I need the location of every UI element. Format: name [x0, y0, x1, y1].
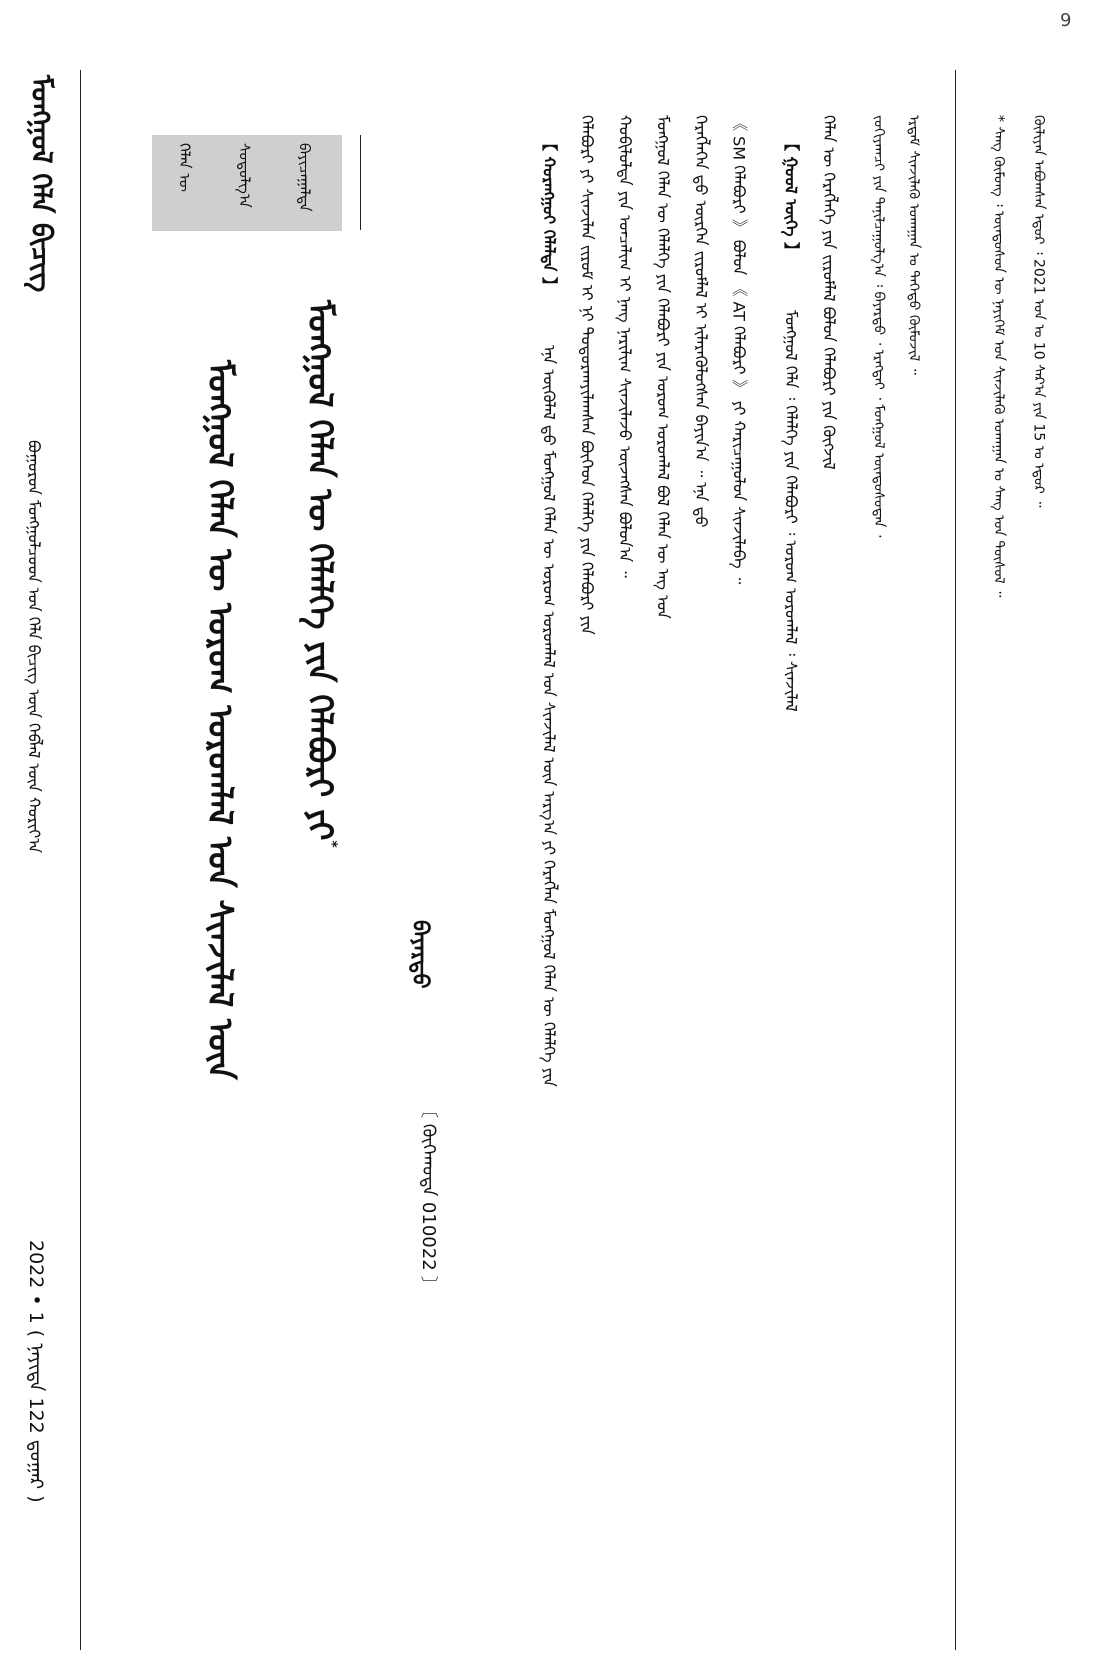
footnote-author-note: ᠵᠣᠬᠢᠶᠠᠭᠴᠢ ᠶᠢᠨ ᠲᠠᠨᠢᠯᠴᠠᠭᠤᠯᠭ᠎ᠠ ᠄ ᠪᠠᠶᠠᠷᠲᠤ ᠂ ᠡᠷᠡᠭᠲᠡᠢ ᠂ ᠮᠣᠩᠭᠣᠯ ᠦᠨᠳᠦᠰᠦᠲᠡᠨ ᠂ — [870, 115, 887, 538]
section-box-line-2: ᠰᠤᠳᠤᠯᠭ᠎ᠠ — [235, 143, 254, 208]
abstract-line: ᠮᠣᠩᠭᠣᠯ ᠬᠡᠯᠡᠨ ᠦ ᠬᠡᠯᠡᠯᠬᠡ ᠶᠢᠨ ᠬᠡᠯᠡᠪᠦᠷᠢ ᠶᠢᠨ ᠤᠷᠤᠭ ᠤᠷᠤᠭᠯᠠᠯ ᠪᠣᠯ ᠬᠡᠯᠡᠨ ᠦ ᠡᠩ ᠤᠨ — [653, 115, 673, 619]
section-box — [152, 135, 342, 231]
article-title-line-2 — [300, 300, 339, 848]
footnote-fund: * ᠰᠠᠩ ᠬᠥᠮᠥᠩ ᠄ ᠦᠨᠳᠦᠰᠦᠨ ᠦ ᠨᠡᠶᠢᠭᠡᠮ ᠤᠨ ᠰᠢᠨᠵᠢᠯᠡᠬᠦ ᠤᠬᠠᠭᠠᠨ ᠤ ᠰᠠᠩ ᠤᠨ ᠲᠥᠰᠥᠯ ᠃ — [990, 115, 1007, 598]
journal-name: ᠮᠣᠩᠭᠣᠯ ᠬᠡᠯᠡ ᠪᠢᠴᠢᠭ — [24, 75, 58, 293]
abstract-line: ᠬᠡᠷᠡᠭᠯᠡᠭᠡᠨ ᠳ᠋ᠦ ᠥᠷᠬᠡᠨ ᠵᠢᠷᠤᠮᠯᠠᠯ ᠢ ᠢᠯᠡᠷᠡᠭᠦᠯᠦᠭᠰᠡᠨ ᠪᠠᠶᠢᠨ᠎ᠠ ᠃ ᠡᠨᠡ ᠳ᠋ᠦ — [691, 115, 711, 528]
journal-institute: ᠪᠣᠭᠣᠷᠤᠨ ᠮᠣᠩᠭᠣᠯᠴᠤᠳ ᠤᠨ ᠬᠡᠯᠡ ᠪᠢᠴᠢᠭ ᠦᠨ ᠬᠡᠪᠯᠡᠯ ᠦᠨ ᠬᠣᠷᠢᠶ᠎ᠠ — [24, 440, 44, 854]
article-title-line-2-text: ᠮᠣᠩᠭᠣᠯ ᠬᠡᠯᠡᠨ ᠦ ᠬᠡᠯᠡᠯᠬᠡ ᠶᠢᠨ ᠬᠡᠯᠡᠪᠦᠷᠢ ᠶᠢ — [299, 300, 340, 841]
section-box-line-1: ᠬᠡᠯᠡᠨ ᠦ — [175, 143, 194, 192]
abstract-line: ᠡᠨᠡ ᠥᠭᠦᠯᠡᠯ ᠳ᠋ᠦ ᠮᠣᠩᠭᠣᠯ ᠬᠡᠯᠡᠨ ᠦ ᠤᠷᠤᠭ ᠤᠷᠤᠭᠯᠠᠯ ᠤᠨ ᠰᠢᠨᠵᠢᠯᠡᠯ ᠦᠨ ᠠᠷᠭ᠎ᠠ ᠶᠢ ᠬᠡᠷᠡᠭᠯᠡᠨ ᠮᠣᠩᠭᠣᠯ ᠬᠡᠯᠡᠨ ᠦ ᠬᠡᠯᠡᠯᠬᠡ ᠶᠢᠨ — [539, 345, 559, 1087]
journal-issue: 2022 • 1 ( ᠨᠡᠶᠢᠲᠡ 122 ᠳ᠋ᠤᠭᠠᠷ ) — [24, 1240, 47, 1503]
left-divider — [80, 70, 81, 1650]
footnote-divider — [955, 70, 956, 1650]
page-number: 9 — [1060, 10, 1072, 31]
footnote-received: ᠬᠦᠯᠢᠶᠡᠨ ᠠᠪᠤᠭᠰᠠᠨ ᠡᠳᠦᠷ ᠄ 2021 ᠣᠨ ᠤ 10 ᠰᠠᠷ᠎ᠠ ᠶᠢᠨ 15 ᠤ ᠡᠳᠦᠷ ᠃ — [1030, 115, 1047, 508]
abstract-line: 《 SM ᠬᠡᠯᠡᠪᠦᠷᠢ 》 ᠪᠣᠯᠤᠨ 《 AT ᠬᠡᠯᠡᠪᠦᠷᠢ 》 ᠶᠢ ᠬᠠᠷᠢᠴᠠᠭᠤᠯᠤᠨ ᠰᠢᠨᠵᠢᠯᠡᠪᠡ ᠃ — [729, 115, 749, 585]
keywords-line: ᠮᠣᠩᠭᠣᠯ ᠬᠡᠯᠡ ᠄ ᠬᠡᠯᠡᠯᠬᠡ ᠶᠢᠨ ᠬᠡᠯᠡᠪᠦᠷᠢ ᠄ ᠤᠷᠤᠭ ᠤᠷᠤᠭᠯᠠᠯ ᠄ ᠰᠢᠨᠵᠢᠯᠡᠯ — [781, 310, 801, 712]
abstract-line: ᠬᠡᠯᠡᠪᠦᠷᠢ ᠶᠢ ᠰᠢᠨᠵᠢᠯᠡᠨ ᠵᠢᠷᠤᠮ ᠢ ᠨᠢ ᠲᠣᠳᠣᠷᠬᠠᠶᠢᠯᠠᠭᠰᠠᠨ ᠪᠥᠭᠡᠳ ᠬᠡᠯᠡᠯᠬᠡ ᠶᠢᠨ ᠬᠡᠯᠡᠪᠦᠷᠢ ᠶᠢᠨ — [577, 115, 597, 635]
keywords-heading: 【 ᠭᠣᠣᠯ ᠦᠭᠡ 】 — [781, 135, 801, 259]
article-title-line-1: ᠮᠣᠩᠭᠣᠯ ᠬᠡᠯᠡᠨ ᠦ ᠤᠷᠤᠭ ᠤᠷᠤᠭᠯᠠᠯ ᠤᠨ ᠰᠢᠨᠵᠢᠯᠡᠯ ᠦᠨ — [199, 360, 240, 1080]
keywords-line: ᠬᠡᠯᠡᠨ ᠦ ᠬᠡᠷᠡᠭᠯᠡᠭᠡ ᠶᠢᠨ ᠵᠢᠷᠤᠮᠯᠠᠯ ᠪᠣᠯᠤᠨ ᠬᠡᠯᠡᠪᠦᠷᠢ ᠶᠢᠨ ᠬᠥᠭᠵᠢᠯ — [819, 115, 839, 470]
footnote-author-note-2: ᠡᠷᠳᠡᠮ ᠰᠢᠨᠵᠢᠯᠡᠬᠦ ᠤᠬᠠᠭᠠᠨ ᠤ ᠳᠡᠭᠡᠳᠦ ᠬᠦᠮᠦᠵᠢᠯ ᠃ — [905, 115, 922, 375]
abstract-heading: 【 ᠬᠤᠷᠠᠩᠭᠤᠢ ᠬᠡᠯᠡᠯᠲᠡ 】 — [539, 135, 559, 293]
author-affiliation: 〔 ᠬᠥᠬᠡᠬᠣᠲᠠ 010022 〕 — [417, 1100, 439, 1295]
box-divider — [360, 135, 361, 230]
article-title-mark: * — [323, 840, 340, 848]
abstract-line: ᠬᠤᠪᠢᠯᠤᠯᠲᠠ ᠶᠢᠨ ᠣᠨᠴᠠᠯᠢᠭ ᠢ ᠨᠡᠩ ᠨᠠᠷᠢᠯᠢᠭ ᠰᠢᠨᠵᠢᠯᠡᠵᠦ ᠦᠵᠡᠭᠰᠡᠨ ᠪᠣᠯᠤᠨ᠎ᠠ ᠃ — [615, 115, 635, 578]
author-name: ᠪᠠᠶᠠᠷᠲᠤ — [407, 920, 433, 989]
section-box-line-3: ᠪᠠᠶᠢᠴᠠᠭᠠᠯᠲᠠ — [295, 143, 314, 212]
